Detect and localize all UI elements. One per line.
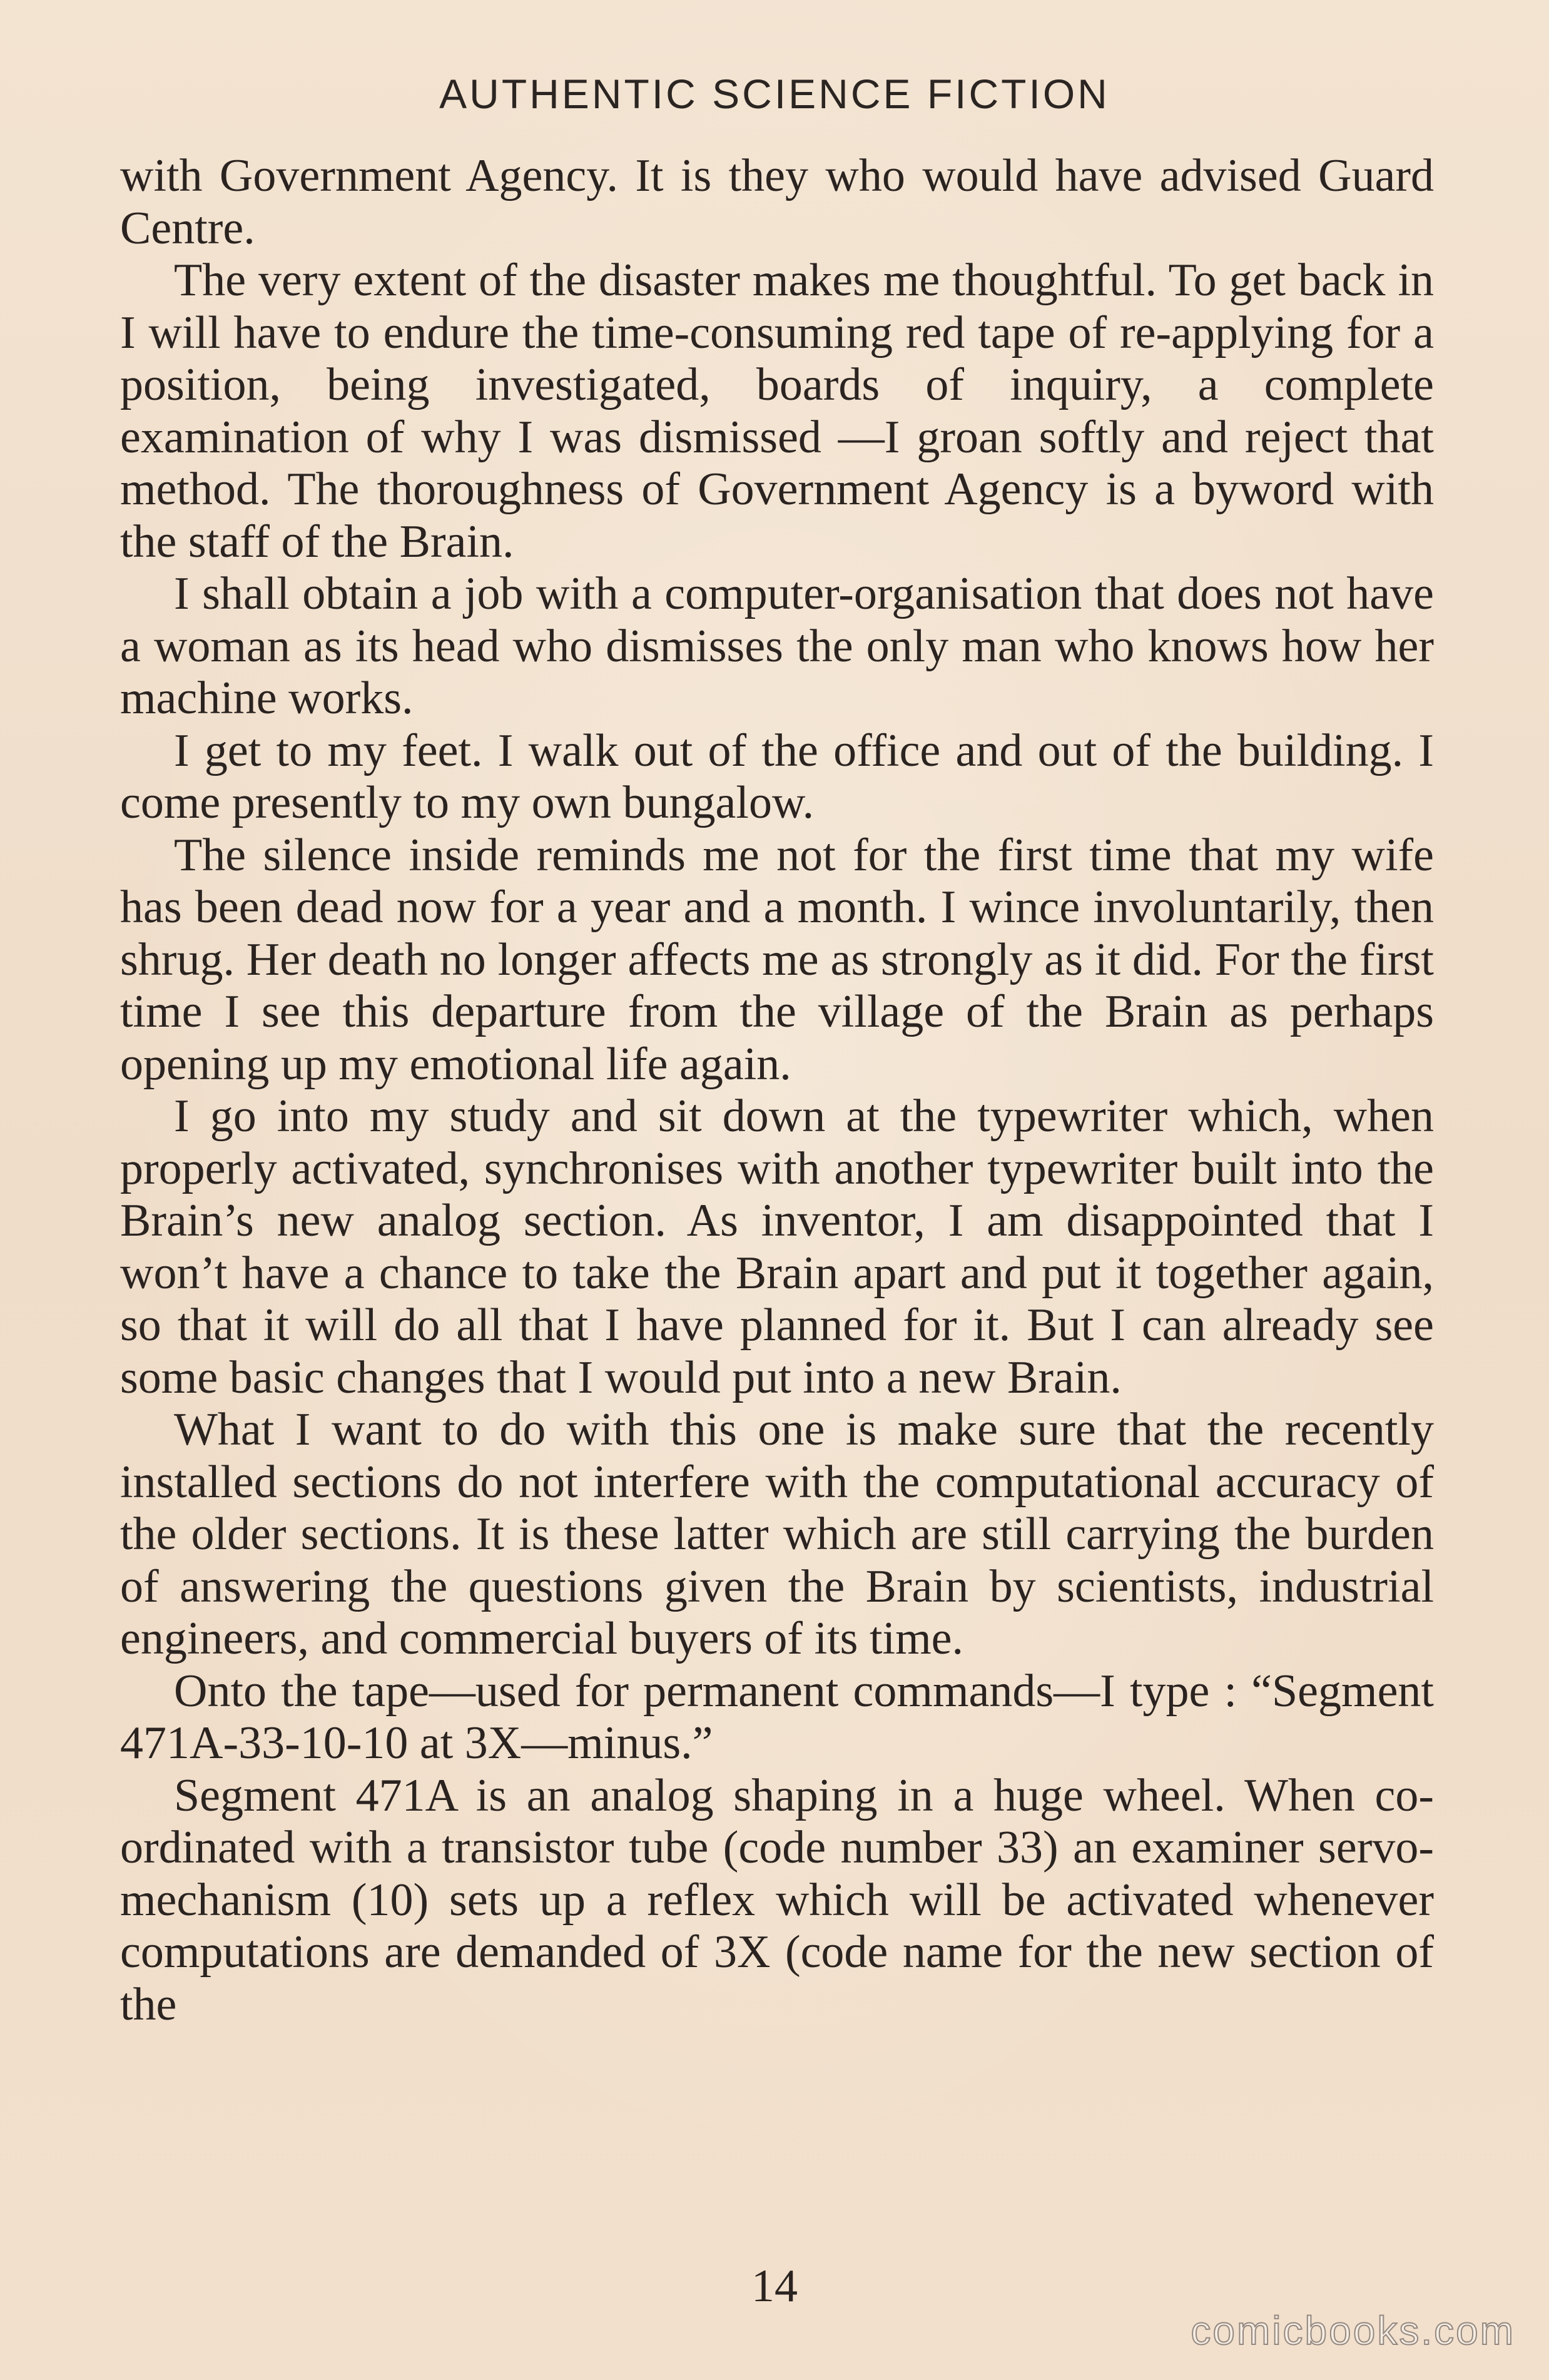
paragraph-5: The silence inside reminds me not for the first time that my wife has been dead now for a year and a month. I wince involuntarily, then shrug. Her death no longer affects me as strongly as it did. For the first time I see this departure from the village of the Brain as perhaps opening up my emotional life again. [120,829,1434,1090]
page-number: 14 [751,2260,798,2312]
body-text [120,150,1434,2031]
paragraph-3: I shall obtain a job with a computer-organisation that does not have a woman as its head who dismisses the only man who knows how her machine works. [120,568,1434,724]
paragraph-8: Onto the tape—used for permanent commands—I type : “Segment 471A-33-10-10 at 3X—minus.” [120,1665,1434,1769]
paragraph-1: with Government Agency. It is they who would have advised Guard Centre. [120,150,1434,254]
paragraph-9: Segment 471A is an analog shaping in a huge wheel. When co-ordinated with a transistor tube (code number 33) an examiner servo-mechanism (10) sets up a reflex which will be activated whenever computations are demanded of 3X (code name for the new section of the [120,1769,1434,2030]
paragraph-4: I get to my feet. I walk out of the office and out of the building. I come presently to my own bungalow. [120,725,1434,828]
watermark: comicbooks.com [1191,2308,1515,2353]
paragraph-7: What I want to do with this one is make sure that the recently installed sections do not interfere with the computational accuracy of the older sections. It is these latter which are still carrying the burden of answering the questions given the Brain by scientists, industrial engineers, and commercial buyers of its time. [120,1404,1434,1664]
paragraph-2: The very extent of the disaster makes me thoughtful. To get back in I will have to endure the time-consuming red tape of re-applying for a position, being investigated, boards of inquiry, a complete examination of why I was dismissed —I groan softly and reject that method. The thoroughness of Government Agency is a byword with the staff of the Brain. [120,255,1434,567]
paragraph-6: I go into my study and sit down at the typewriter which, when properly activated, synchronises with another typewriter built into the Brain’s new analog section. As inventor, I am disappointed that I won’t have a chance to take the Brain apart and put it together again, so that it will do all that I have planned for it. But I can already see some basic changes that I would put into a new Brain. [120,1091,1434,1403]
running-head: AUTHENTIC SCIENCE FICTION [439,71,1110,117]
